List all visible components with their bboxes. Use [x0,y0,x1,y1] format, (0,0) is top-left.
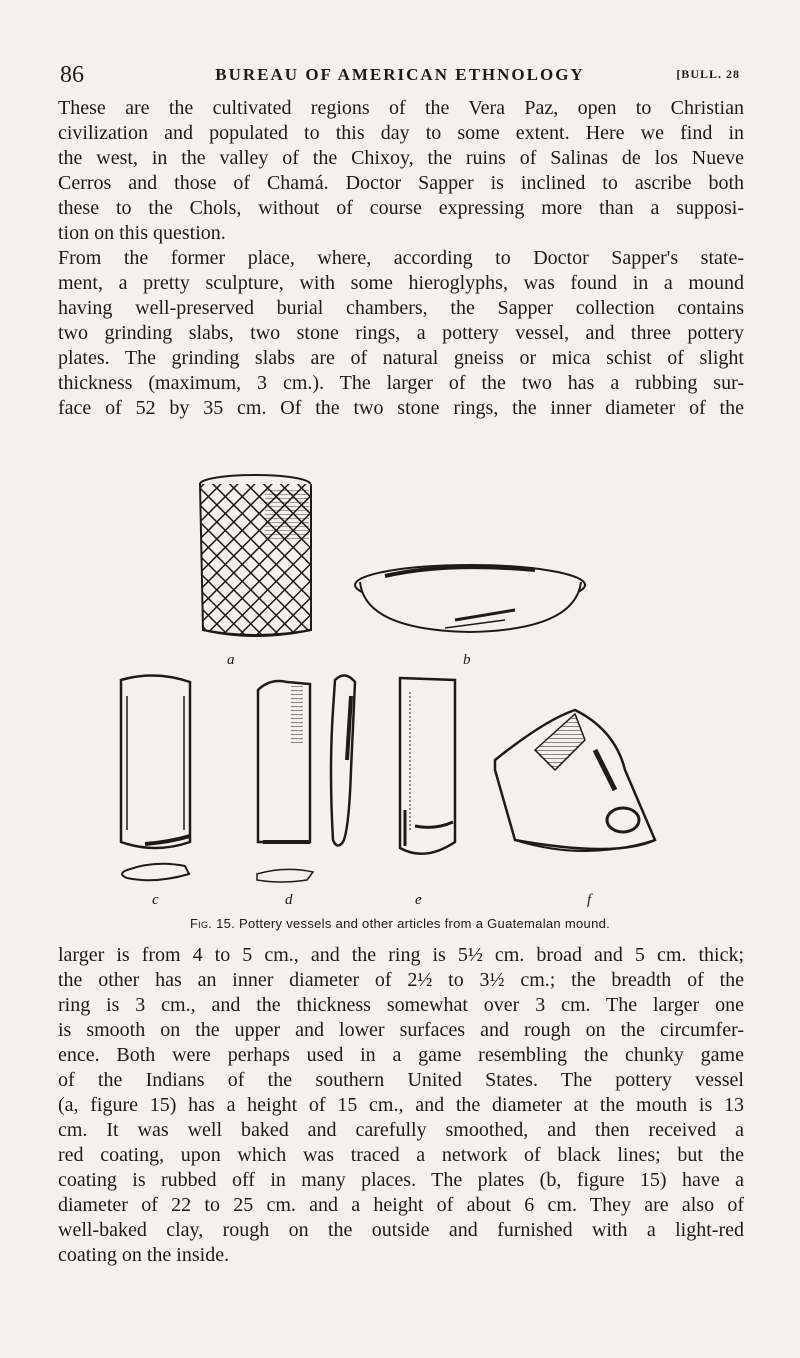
text-line: cm. It was well baked and carefully smoothed, and then received a [58,1119,744,1141]
label-c: c [152,892,159,908]
text-line: Cerros and those of Chamá. Doctor Sapper is inclined to ascribe both [58,172,744,194]
text-line: These are the cultivated regions of the Vera Paz, open to Christian [58,97,744,119]
text-line: the west, in the valley of the Chixoy, the ruins of Salinas de los Nueve [58,147,744,169]
text-line: is smooth on the upper and lower surfaces and rough on the circumfer- [58,1019,744,1041]
label-d: d [285,892,293,908]
paragraph-3 [58,943,744,1268]
figure-15 [115,470,695,930]
text-line: civilization and populated to this day to some extent. Here we find in [58,122,744,144]
text-line: thickness (maximum, 3 cm.). The larger of the two has a rubbing sur- [58,372,744,394]
figure-drawing [115,470,695,910]
text-line: ring is 3 cm., and the thickness somewhat over 3 cm. The larger one [58,994,744,1016]
text-line: coating on the inside. [58,1244,230,1266]
figure-caption [0,916,800,931]
text-line: ment, a pretty sculpture, with some hieroglyphs, was found in a mound [58,272,744,294]
text-line: having well-preserved burial chambers, the Sapper collection contains [58,297,744,319]
text-line: (a, figure 15) has a height of 15 cm., and the diameter at the mouth is 13 [58,1094,744,1116]
text-line: of the Indians of the southern United States. The pottery vessel [58,1069,744,1091]
plate-b-drawing [355,565,585,632]
text-line: ence. Both were perhaps used in a game resembling the chunky game [58,1044,744,1066]
text-line: face of 52 by 35 cm. Of the two stone rings, the inner diameter of the [58,397,744,419]
slab-c-drawing [121,675,190,880]
text-line: these to the Chols, without of course expressing more than a supposi- [58,197,744,219]
figure-number: Fig. 15. [189,916,236,931]
text-line: diameter of 22 to 25 cm. and a height of about 6 cm. They are also of [58,1194,744,1216]
text-line: red coating, upon which was traced a network of black lines; but the [58,1144,744,1166]
paragraph-1 [58,96,744,421]
text-line: the other has an inner diameter of 2½ to 3½ cm.; the breadth of the [58,969,744,991]
label-a: a [227,652,235,668]
label-b: b [463,652,471,668]
running-header [60,62,740,90]
text-line: two grinding slabs, two stone rings, a pottery vessel, and three pottery [58,322,744,344]
page-number: 86 [60,62,84,88]
object-f-drawing [495,710,655,851]
text-line: tion on this question. [58,222,226,244]
text-line: coating is rubbed off in many places. The plates (b, figure 15) have a [58,1169,744,1191]
text-line: larger is from 4 to 5 cm., and the ring is 5½ cm. broad and 5 cm. thick; [58,944,744,966]
slab-d-drawing [257,681,313,882]
text-line: plates. The grinding slabs are of natural gneiss or mica schist of slight [58,347,744,369]
label-f: f [587,892,592,908]
ring-profile-drawing [400,678,455,854]
running-head-title: BUREAU OF AMERICAN ETHNOLOGY [215,65,585,84]
text-line: From the former place, where, according to Doctor Sapper's state- [58,247,744,269]
label-e: e [415,892,422,908]
text-line: well-baked clay, rough on the outside and furnished with a light-red [58,1219,744,1241]
vessel-a-drawing [200,475,311,636]
figure-caption-text: Pottery vessels and other articles from a Guatemalan mound. [239,916,611,931]
object-e-drawing [331,675,355,845]
bulletin-number: [BULL. 28 [676,67,740,81]
